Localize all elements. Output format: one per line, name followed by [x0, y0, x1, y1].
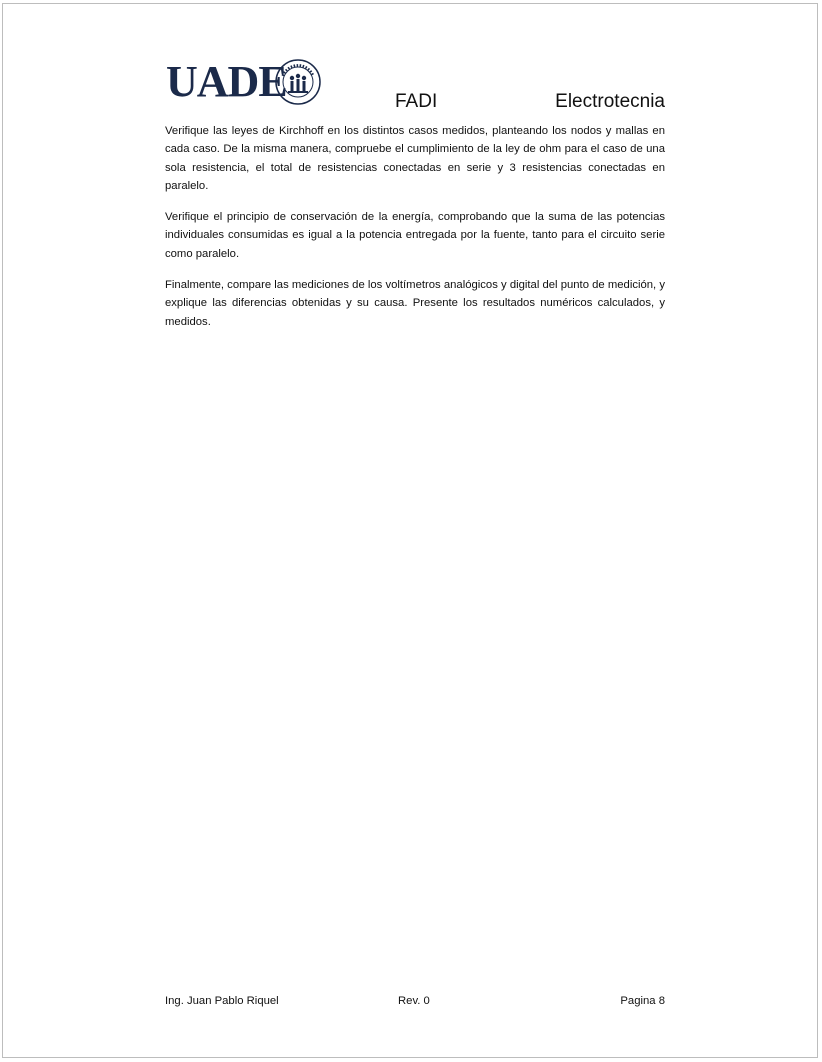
paragraph-voltmeter-comparison: Finalmente, compare las mediciones de los voltímetros analógicos y digital del punto de medición, y explique las diferencias obtenidas y su causa. Presente los resultados numéricos calculados, y medidos.	[165, 279, 665, 328]
document-body	[165, 122, 665, 344]
footer-page-number: Pagina 8	[620, 995, 665, 1007]
header-subject: Electrotecnia	[555, 91, 665, 112]
footer-author: Ing. Juan Pablo Riquel	[165, 995, 279, 1007]
paragraph-energy-conservation: Verifique el principio de conservación de la energía, comprobando que la suma de las potencias individuales consumidas es igual a la potencia entregada por la fuente, tanto para el circuito serie como paralelo.	[165, 211, 665, 260]
header-school: FADI	[395, 91, 438, 112]
footer-revision: Rev. 0	[398, 995, 430, 1007]
fundacion-uade-seal-icon	[274, 58, 322, 106]
uade-logo	[166, 58, 326, 106]
logo-wordmark: UADE	[166, 57, 287, 106]
paragraph-kirchhoff: Verifique las leyes de Kirchhoff en los distintos casos medidos, planteando los nodos y mallas en cada caso. De la misma manera, compruebe el cumplimiento de la ley de ohm para el caso de una sola resistencia, el total de resistencias conectadas en serie y 3 resistencias conectadas en paralelo.	[165, 125, 665, 192]
